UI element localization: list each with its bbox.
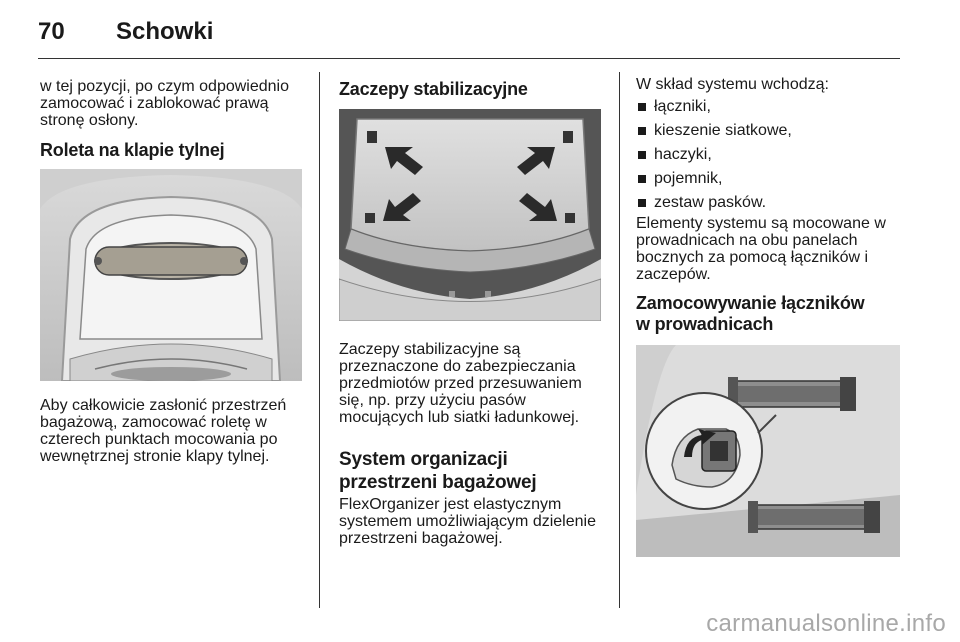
trunk-lid-roller-cover-illustration (40, 169, 302, 381)
cargo-tie-down-hooks-illustration (339, 109, 601, 321)
column-2 (339, 76, 605, 547)
col1-body-paragraph: Aby całkowicie zasłonić przestrzeń bagażową, zamocować roletę w czterech punktach mocowania po wewnętrznej stronie klapy tylnej. (40, 397, 287, 465)
chapter-title: Schowki (116, 18, 214, 45)
header-rule (38, 58, 900, 59)
bullet-square-icon (638, 175, 646, 183)
column-3 (636, 76, 904, 557)
col2-body-paragraph-2: FlexOrganizer jest elastycznym systemem umożliwiającym dzielenie przestrzeni bagażowej. (339, 496, 596, 547)
col1-intro-paragraph: w tej pozycji, po czym odpowiednio zamocować i zablokować prawą stronę osłony. (40, 78, 290, 129)
bullet-square-icon (638, 127, 646, 135)
col1-heading-roleta: Roleta na klapie tylnej (40, 140, 225, 160)
list-item: kieszenie siatkowe, (636, 119, 904, 143)
list-item: pojemnik, (636, 167, 904, 191)
col2-heading-system-line1: System organizacji (339, 449, 508, 470)
system-components-list (636, 95, 904, 215)
page-number: 70 (38, 18, 65, 45)
col3-heading-line2: w prowadnicach (636, 314, 774, 334)
col3-intro: W skład systemu wchodzą: (636, 76, 829, 93)
flexorganizer-rail-connector-illustration (636, 345, 900, 557)
col3-body-paragraph: Elementy systemu są mocowane w prowadnicach na obu panelach bocznych za pomocą łączników i zaczepów. (636, 215, 886, 283)
list-item: łączniki, (636, 95, 904, 119)
watermark: carmanualsonline.info (706, 610, 946, 637)
col2-heading-system-line2: przestrzeni bagażowej (339, 472, 537, 493)
bullet-square-icon (638, 151, 646, 159)
rail-lower (748, 501, 880, 533)
bullet-square-icon (638, 103, 646, 111)
column-1 (40, 76, 302, 465)
list-item: zestaw pasków. (636, 191, 904, 215)
column-divider-1 (319, 72, 320, 608)
col3-heading-line1: Zamocowywanie łączników (636, 293, 865, 313)
col2-heading-zaczepy: Zaczepy stabilizacyjne (339, 79, 528, 99)
rail-upper (728, 377, 856, 411)
bullet-square-icon (638, 199, 646, 207)
list-item: haczyki, (636, 143, 904, 167)
page-header (38, 14, 213, 50)
column-divider-2 (619, 72, 620, 608)
col2-body-paragraph-1: Zaczepy stabilizacyjne są przeznaczone do zabezpieczania przedmiotów przed przesuwaniem się, np. przy użyciu pasów mocujących lub siatki ładunkowej. (339, 341, 582, 426)
